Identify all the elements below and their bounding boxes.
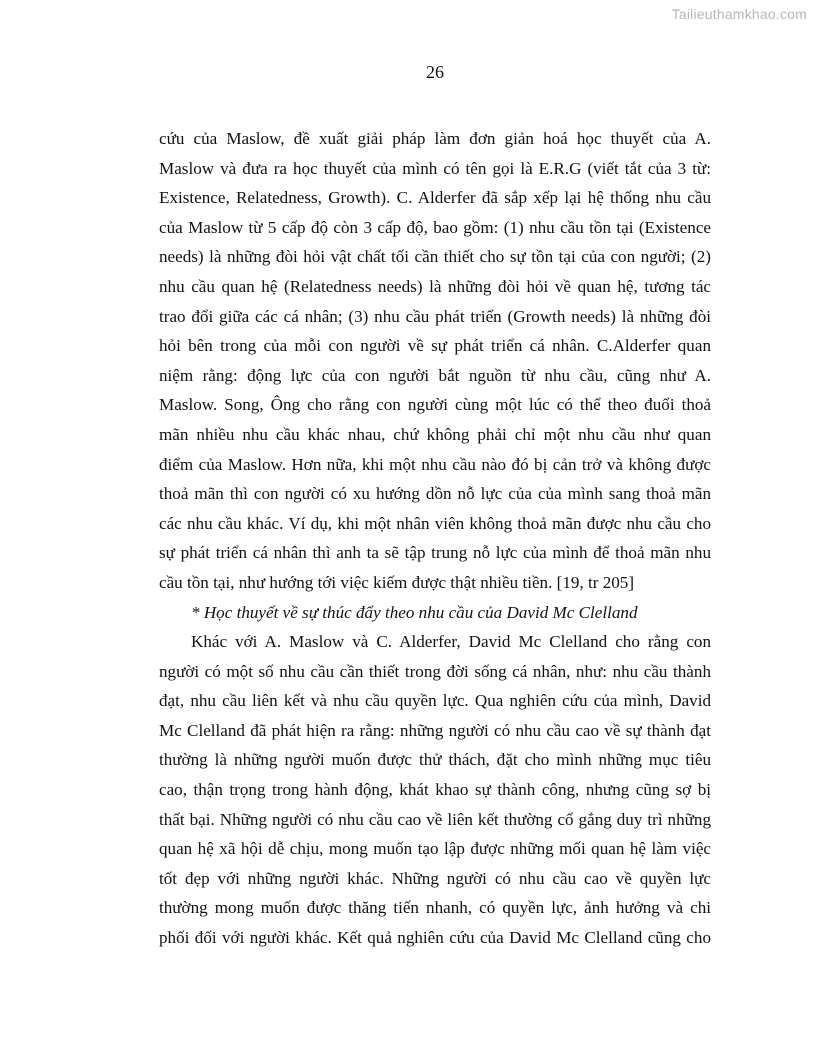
- text-line: Maslow và đưa ra học thuyết của mình có tên gọi là E.R.G (viết tắt của 3 từ:: [159, 158, 711, 178]
- text-line: tốt đẹp với những người khác. Những người có nhu cầu cao về quyền lực: [159, 868, 711, 888]
- text-line: mãn nhiều nhu cầu khác nhau, chứ không phải chỉ một nhu cầu như quan: [159, 424, 711, 444]
- text-line: Khác với A. Maslow và C. Alderfer, David Mc Clelland cho rằng con: [191, 632, 711, 652]
- text-line: hỏi bên trong của mỗi con người về sự phát triển cá nhân. C.Alderfer quan: [159, 336, 711, 356]
- text-line: quan hệ xã hội dễ chịu, mong muốn tạo lập được những mối quan hệ làm việc: [159, 839, 711, 859]
- text-line: Maslow. Song, Ông cho rằng con người cùng một lúc có thể theo đuổi thoả: [159, 395, 711, 415]
- text-line: phối đối với người khác. Kết quả nghiên cứu của David Mc Clelland cũng cho: [159, 928, 711, 948]
- text-line: needs) là những đòi hỏi vật chất tối cần thiết cho sự tồn tại của con người; (2): [159, 247, 711, 267]
- text-line: sự phát triển cá nhân thì anh ta sẽ tập trung nỗ lực của mình để thoả mãn nhu: [159, 543, 711, 563]
- page-number: 26: [426, 62, 444, 82]
- text-line: người có một số nhu cầu cần thiết trong đời sống cá nhân, như: nhu cầu thành: [159, 661, 711, 681]
- document-body: [159, 124, 711, 953]
- section-heading: * Học thuyết về sự thúc đẩy theo nhu cầu của David Mc Clelland: [191, 602, 638, 622]
- text-line: Existence, Relatedness, Growth). C. Alderfer đã sắp xếp lại hệ thống nhu cầu: [159, 188, 711, 208]
- text-line: nhu cầu quan hệ (Relatedness needs) là những đòi hỏi về quan hệ, tương tác: [159, 276, 711, 296]
- text-line: niệm rằng: động lực của con người bắt nguồn từ nhu cầu, cũng như A.: [159, 365, 711, 385]
- watermark: Tailieuthamkhao.com: [671, 6, 807, 22]
- paragraph-alderfer: [159, 124, 711, 598]
- text-line: thất bại. Những người có nhu cầu cao về liên kết thường cố gắng duy trì những: [159, 809, 711, 829]
- text-line: thoả mãn thì con người có xu hướng dồn nỗ lực của của mình sang thoả mãn: [159, 484, 711, 504]
- text-line: thường là những người muốn được thử thách, đặt cho mình những mục tiêu: [159, 750, 711, 770]
- text-line: điểm của Maslow. Hơn nữa, khi một nhu cầu nào đó bị cản trở và không được: [159, 454, 711, 474]
- text-line: các nhu cầu khác. Ví dụ, khi một nhân viên không thoả mãn được nhu cầu cho: [159, 513, 711, 533]
- text-line: cao, thận trọng trong hành động, khát khao sự thành công, nhưng cũng sợ bị: [159, 780, 711, 800]
- text-line: đạt, nhu cầu liên kết và nhu cầu quyền lực. Qua nghiên cứu của mình, David: [159, 691, 711, 711]
- text-line: cứu của Maslow, đề xuất giải pháp làm đơn giản hoá học thuyết của A.: [159, 129, 711, 148]
- text-line: cầu tồn tại, như hướng tới việc kiếm được thật nhiều tiền. [19, tr 205]: [159, 572, 635, 592]
- text-line: Mc Clelland đã phát hiện ra rằng: những người có nhu cầu cao về sự thành đạt: [159, 720, 711, 740]
- text-line: thường mong muốn được thăng tiến nhanh, có quyền lực, ảnh hưởng và chi: [159, 898, 711, 918]
- text-line: của Maslow từ 5 cấp độ còn 3 cấp độ, bao gồm: (1) nhu cầu tồn tại (Existence: [159, 217, 711, 237]
- text-line: trao đổi giữa các cá nhân; (3) nhu cầu phát triển (Growth needs) là những đòi: [159, 306, 711, 326]
- paragraph-mcclelland: [159, 627, 711, 953]
